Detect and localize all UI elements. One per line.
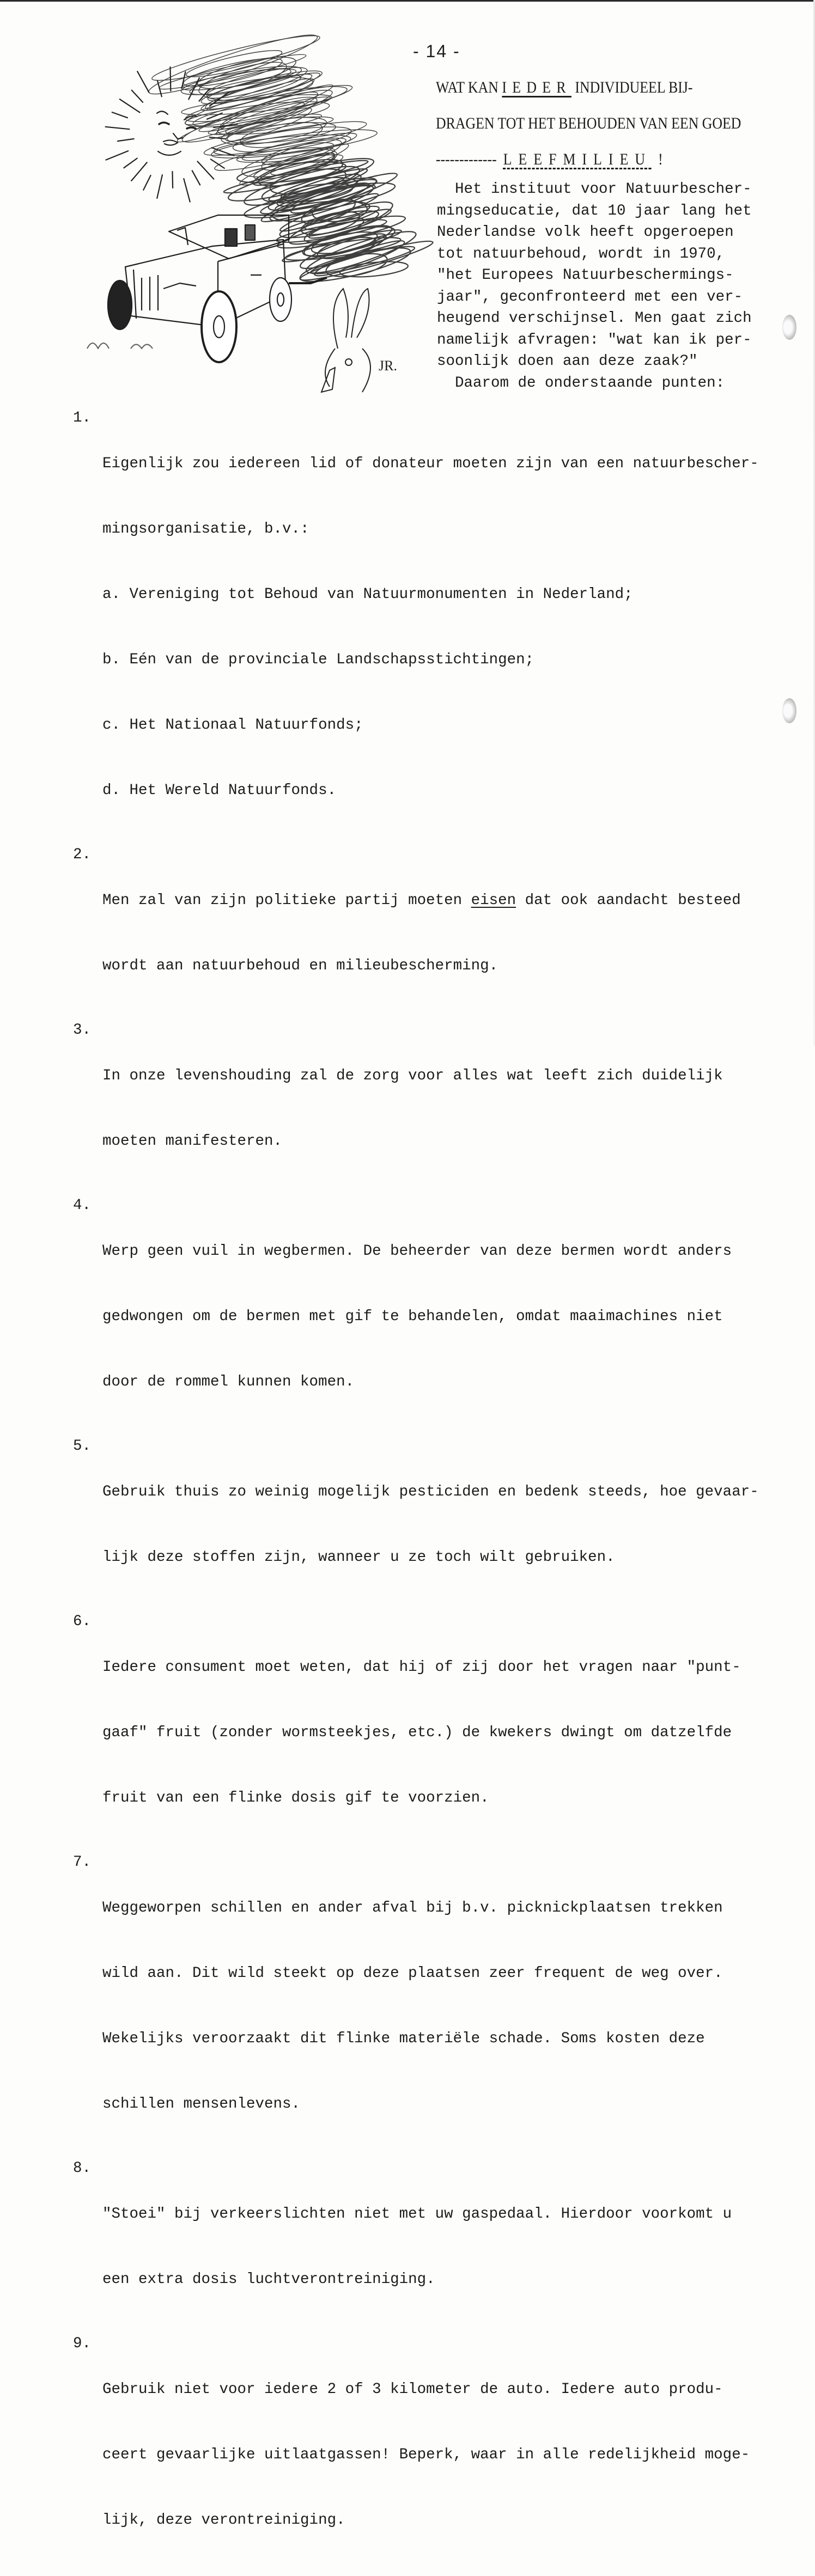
intro-line: soonlijk doen aan deze zaak?" — [437, 353, 698, 370]
intro-line: heugend verschijnsel. Men gaat zich — [437, 310, 752, 327]
sub-item: c. Het Nationaal Natuurfonds; — [102, 717, 363, 734]
intro-line: Nederlandse volk heeft opgeroepen — [437, 224, 734, 241]
intro-line: tot natuurbehoud, wordt in 1970, — [437, 245, 725, 263]
title-line-1: WAT KAN IEDER INDIVIDUEEL BIJ- — [436, 78, 693, 96]
sun-ray — [132, 90, 143, 102]
sun-ray — [118, 139, 134, 141]
list-item: 6. Iedere consument moet weten, dat hij of zij door het vragen naar "punt- gaaf" fruit (zonder wormsteekjes, etc.) de kwekers dwingt om datzelfde fruit van een flinke dosis gif te voorzien. — [73, 1613, 741, 1806]
emphasis: eisen — [471, 892, 516, 909]
sun-ray — [184, 179, 190, 202]
intro-line: mingseducatie, dat 10 jaar lang het — [437, 202, 752, 219]
sun-ray — [170, 67, 171, 91]
list-item: 8. "Stoei" bij verkeerslichten niet met uw gaspedaal. Hierdoor voorkomt u een extra dosis luchtverontreiniging. — [73, 2160, 732, 2288]
list-item: 1. Eigenlijk zou iedereen lid of donateur moeten zijn van een natuurbescher- mingsorganisatie, b.v.: a. Vereniging tot Behoud van Natuurmonumenten in Nederland; b. Eén van de provinciale Landschapsstichtingen; c. Het Nationaal Natuurfonds; d. Het Wereld Natuurfonds. — [73, 410, 798, 845]
smoke-cloud-icon — [145, 27, 435, 288]
intro-line: Het instituut voor Natuurbescher- — [437, 181, 752, 198]
sun-ray — [124, 158, 137, 168]
points-list — [73, 410, 798, 2576]
sun-ray — [207, 113, 222, 119]
artist-signature: JR. — [379, 358, 397, 374]
page-title — [436, 70, 741, 178]
smoke-scribble — [206, 72, 314, 105]
sun-ray — [192, 170, 200, 185]
list-item: 9. Gebruik niet voor iedere 2 of 3 kilometer de auto. Iedere auto produ- ceert gevaarlijke uitlaatgassen! Beperk, waar in alle redelijkheid moge- lijk, deze verontreiniging. — [73, 2335, 750, 2529]
rabbit-icon — [321, 289, 370, 392]
list-item: 7. Weggeworpen schillen en ander afval bij b.v. picknickplaatsen trekken wild aan. Dit wild steekt op deze plaatsen zeer frequent de weg over. Wekelijks veroorzaakt dit flinke materiële schade. Soms kosten deze schillen mensenlevens. — [73, 1854, 723, 2113]
sun-ray — [106, 127, 130, 129]
page-number: - 14 - — [413, 41, 460, 61]
sun-ray — [172, 172, 173, 188]
list-item: 3. In onze levenshouding zal de zorg voor alles wat leeft zich duidelijk moeten manifesteren. — [73, 1022, 723, 1150]
illustration — [82, 44, 409, 403]
sub-item: a. Vereniging tot Behoud van Natuurmonumenten in Nederland; — [102, 586, 633, 603]
sun-ray — [131, 162, 147, 181]
intro-line: jaar", geconfronteerd met een ver- — [437, 288, 743, 306]
sun-ray — [120, 99, 140, 112]
list-item: 2. Men zal van zijn politieke partij moeten eisen dat ook aandacht besteed wordt aan natuurbehoud en milieubescherming. — [73, 846, 741, 974]
title-dashes: ------------- — [436, 150, 497, 168]
sun-ray — [137, 71, 149, 93]
title-emphasis: IEDER — [502, 78, 571, 96]
sun-ray — [197, 161, 214, 179]
list-item: 4. Werp geen vuil in wegbermen. De beheerder van deze bermen wordt anders gedwongen om de bermen met gif te behandelen, omdat maaimachines niet door de rommel kunnen komen. — [73, 1197, 732, 1390]
sub-item: d. Het Wereld Natuurfonds. — [102, 782, 337, 799]
list-item: 5. Gebruik thuis zo weinig mogelijk pesticiden en bedenk steeds, hoe gevaar- lijk deze stoffen zijn, wanneer u ze toch wilt gebruiken. — [73, 1438, 759, 1566]
title-line-2: DRAGEN TOT HET BEHOUDEN VAN EEN GOED — [436, 114, 741, 132]
title-line-3: ------------- LEEFMILIEU ! — [436, 142, 785, 178]
sun-ray — [157, 175, 162, 198]
page-top-edge — [0, 0, 815, 2]
title-keyword: LEEFMILIEU — [503, 150, 652, 168]
intro-line: namelijk afvragen: "wat kan ik per- — [437, 331, 752, 349]
sun-ray — [112, 112, 127, 118]
sun-ray — [106, 151, 128, 160]
intro-line: Daarom de onderstaande punten: — [437, 374, 725, 392]
sun-ray — [211, 159, 224, 168]
sub-item: b. Eén van de provinciale Landschapsstichtingen; — [102, 651, 534, 668]
sun-ray — [143, 175, 150, 190]
intro-paragraph — [437, 179, 786, 394]
intro-line: "het Europees Natuurbeschermings- — [437, 267, 734, 284]
